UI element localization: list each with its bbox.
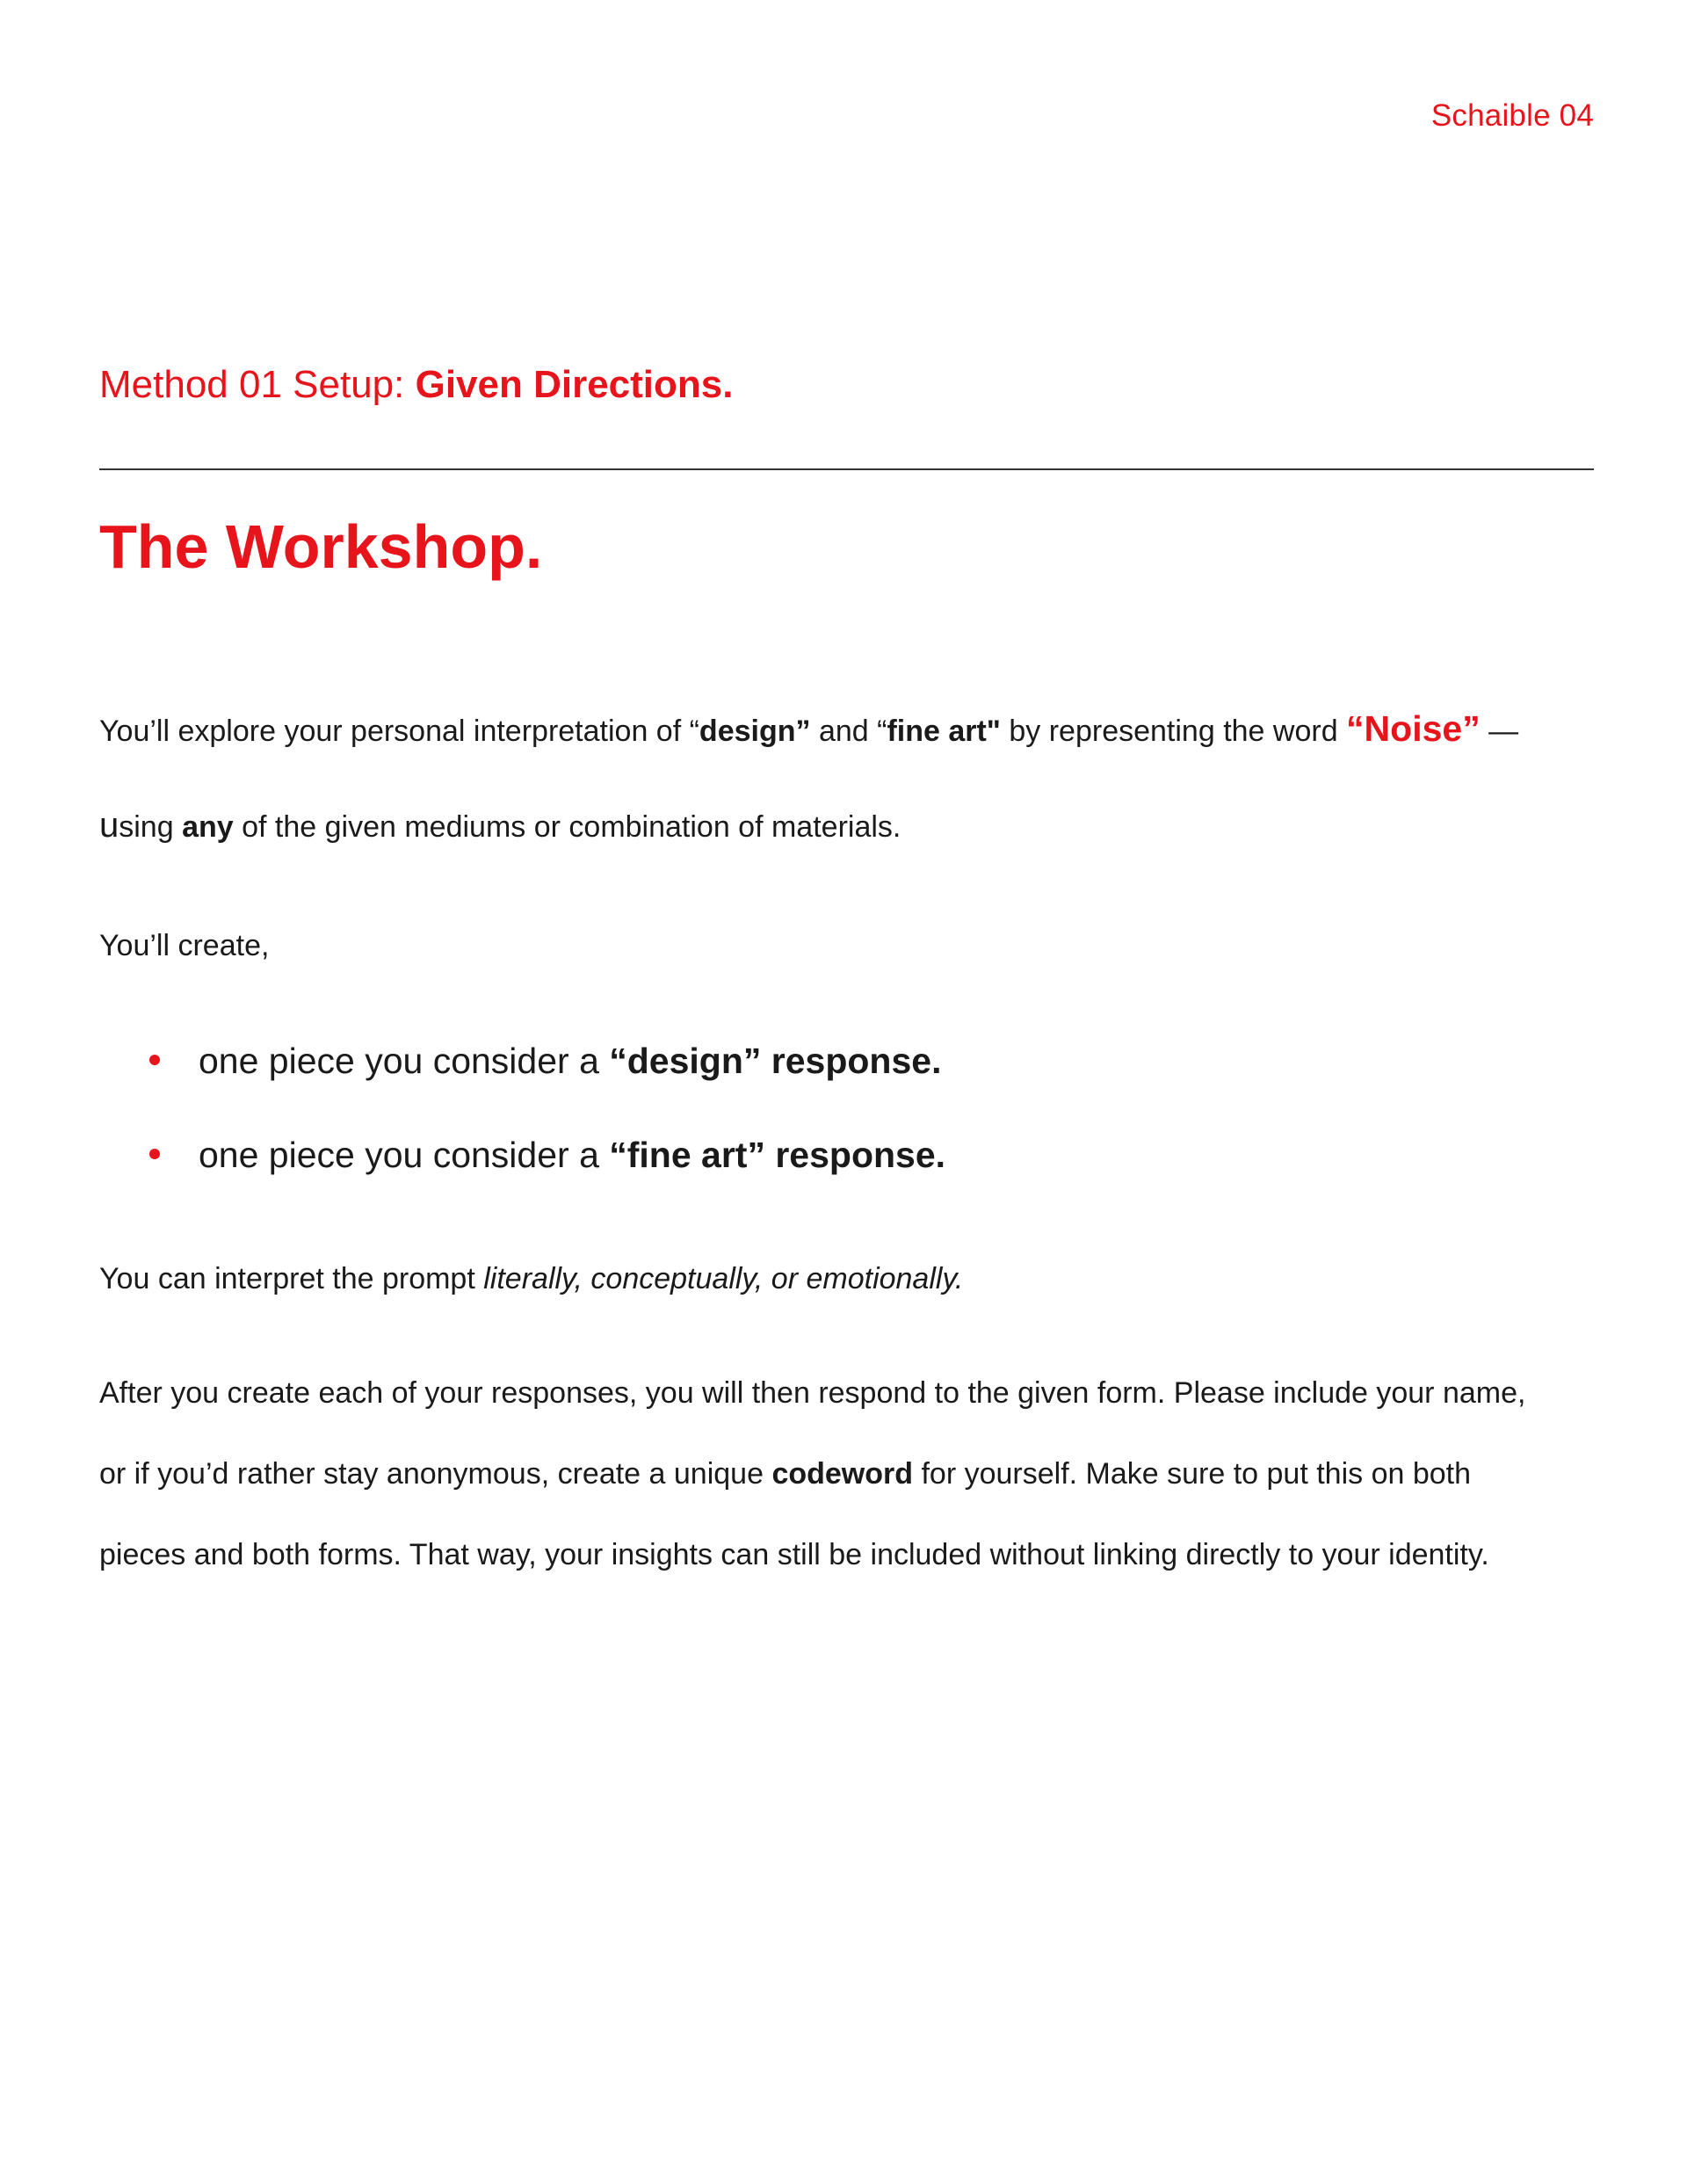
interpret-paragraph xyxy=(99,1262,963,1296)
intro-any-word: any xyxy=(182,810,234,844)
intro-design-word: design” xyxy=(699,715,811,748)
bullet-dot-icon xyxy=(149,1055,160,1065)
bullet-dot-icon xyxy=(149,1149,160,1159)
intro-text-a: You’ll explore your personal interpretation of “ xyxy=(99,715,699,748)
list-item xyxy=(149,1041,941,1082)
bullet-bold: “fine art” response. xyxy=(609,1135,946,1175)
bullet-text: one piece you consider a xyxy=(199,1041,610,1081)
page-title: The Workshop. xyxy=(99,512,543,581)
intro-text-e: of the given mediums or combination of materials. xyxy=(233,810,901,844)
create-lead: You’ll create, xyxy=(99,929,270,962)
intro-paragraph-line-1 xyxy=(99,708,1518,750)
method-prefix: Method 01 Setup: xyxy=(99,363,416,406)
interpret-italic: literally, conceptually, or emotionally. xyxy=(483,1262,964,1295)
closing-line-3: pieces and both forms. That way, your insights can still be included without linking directly to your identity. xyxy=(99,1538,1489,1571)
closing-line-1: After you create each of your responses, you will then respond to the given form. Please include your name, xyxy=(99,1376,1526,1410)
intro-text-d: sing xyxy=(119,810,183,844)
codeword-word: codeword xyxy=(771,1457,914,1491)
intro-text-b: and “ xyxy=(810,715,887,748)
closing-text-b: for yourself. Make sure to put this on both xyxy=(913,1457,1472,1491)
list-item xyxy=(149,1135,945,1176)
bullet-text: one piece you consider a xyxy=(199,1135,610,1175)
interpret-text: You can interpret the prompt xyxy=(99,1262,484,1295)
intro-dash: — xyxy=(1480,715,1519,748)
method-title: Given Directions. xyxy=(415,363,734,406)
intro-text-c: by representing the word xyxy=(1000,715,1347,748)
intro-initial-u: u xyxy=(99,806,119,845)
closing-text-a: or if you’d rather stay anonymous, create a unique xyxy=(99,1457,772,1491)
page-identifier: Schaible 04 xyxy=(1430,98,1594,133)
closing-line-2 xyxy=(99,1457,1471,1491)
noise-word: “Noise” xyxy=(1346,708,1481,749)
method-heading xyxy=(99,363,733,407)
section-divider xyxy=(99,468,1594,470)
bullet-bold: “design” response. xyxy=(609,1041,942,1081)
intro-fineart-word: fine art" xyxy=(887,715,1001,748)
intro-paragraph-line-2 xyxy=(99,806,901,845)
